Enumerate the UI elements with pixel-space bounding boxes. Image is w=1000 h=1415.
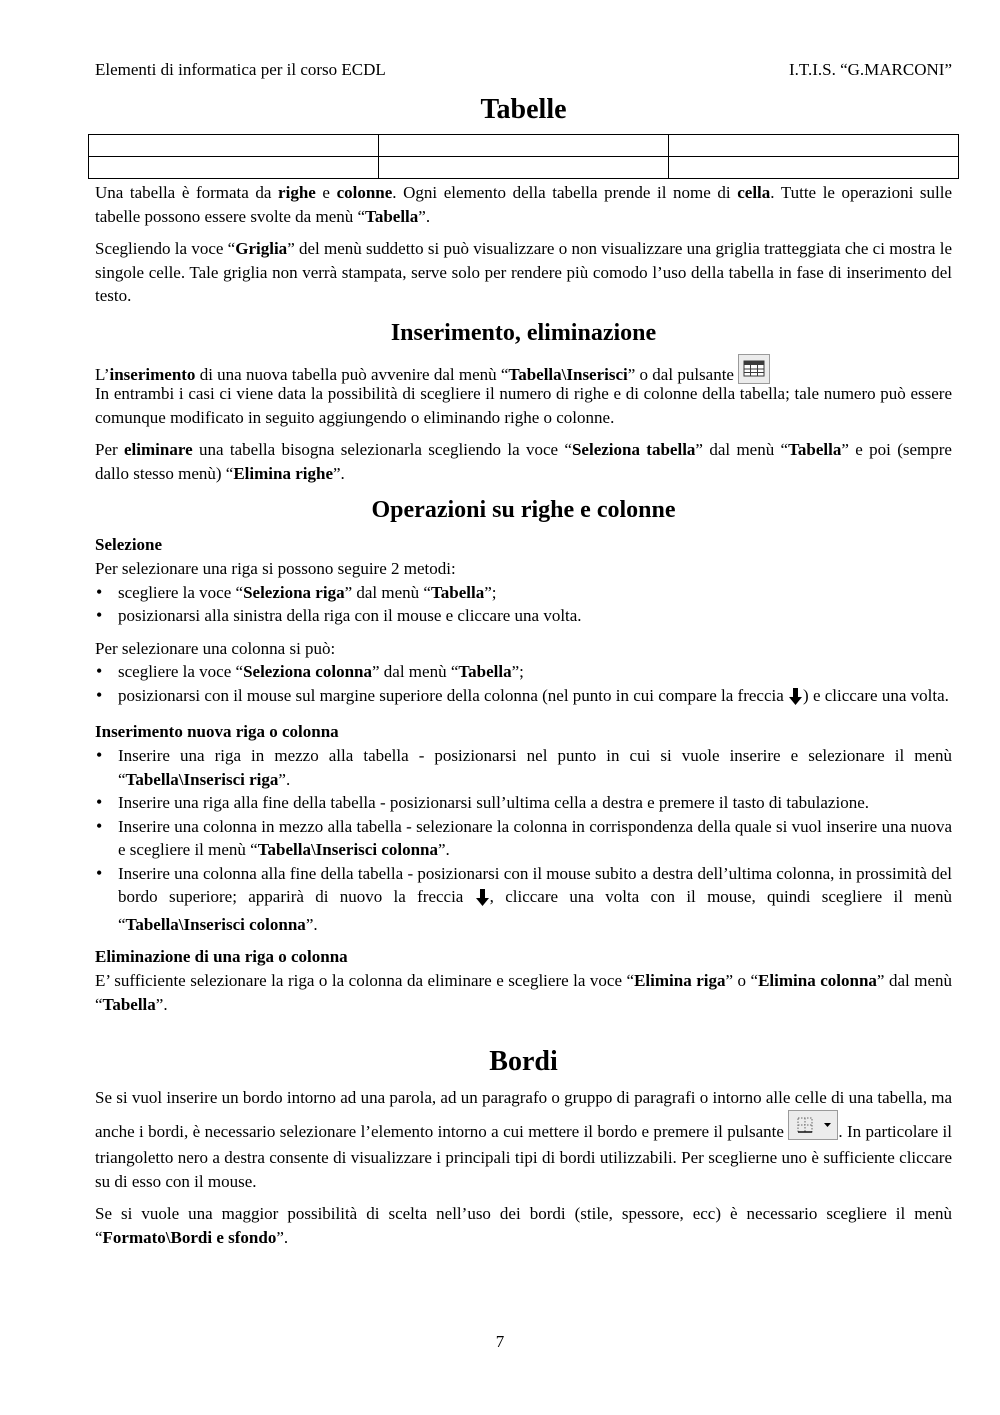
borders-button-icon [788, 1110, 838, 1147]
paragraph-seleziona-colonna: Per selezionare una colonna si può: [95, 638, 336, 658]
paragraph-bordi: Se si vuol inserire un bordo intorno ad una parola, ad un paragrafo o gruppo di paragrafi o intorno alle celle di una tabella, ma anche i bordi, è necessario selezionare l’elemento intorno a cui mettere il bordo e premere il pulsante . In particolare il triangoletto nero a destra consente di visualizzare i principali tipi di bordi utilizzabili. Per sceglierne uno è sufficiente cliccare su di esso con il mouse. [95, 1088, 952, 1191]
heading-operazioni: Operazioni su righe e colonne [371, 497, 676, 523]
table-cell [379, 157, 669, 179]
down-arrow-icon [475, 889, 490, 913]
subheading-selezione: Selezione [95, 535, 163, 554]
list-item: • posizionarsi con il mouse sul margine superiore della colonna (nel punto in cui compare la freccia ) e cliccare una volta. [95, 684, 952, 712]
title-tabelle: Tabelle [480, 94, 567, 125]
paragraph-tabella: Una tabella è formata da righe e colonne. Ogni elemento della tabella prende il nome di cella. Tutte le operazioni sulle tabelle possono essere svolte da menù “Tabella”. [95, 183, 952, 226]
heading-bordi: Bordi [489, 1046, 558, 1077]
down-arrow-icon [788, 688, 803, 712]
list-item: • Inserire una riga in mezzo alla tabella - posizionarsi nel punto in cui si vuole inserire e selezionare il menù “Tabella\Inserisci riga”. [95, 744, 952, 791]
list-seleziona-riga [95, 581, 952, 628]
paragraph-eliminare: Per eliminare una tabella bisogna selezionarla scegliendo la voce “Seleziona tabella” dal menù “Tabella” e poi (sempre dallo stesso menù) “Elimina righe”. [95, 440, 952, 483]
document-page [95, 60, 952, 1249]
list-item: • scegliere la voce “Seleziona colonna” dal menù “Tabella”; [95, 660, 952, 684]
table-cell [89, 157, 379, 179]
heading-inserimento: Inserimento, eliminazione [390, 319, 657, 346]
page-number: 7 [495, 1332, 505, 1351]
paragraph-griglia: Scegliendo la voce “Griglia” del menù suddetto si può visualizzare o non visualizzare una griglia tratteggiata che ci mostra le singole celle. Tale griglia non verrà stampata, serve solo per rendere più comodo l’uso della tabella in fase di inserimento del testo. [95, 239, 952, 305]
sample-table [88, 134, 959, 179]
list-seleziona-colonna [95, 660, 952, 711]
paragraph-formato-bordi: Se si vuole una maggior possibilità di scelta nell’uso dei bordi (stile, spessore, ecc) è necessario scegliere il menù “Formato\Bordi e sfondo”. [95, 1204, 952, 1247]
list-inserimento [95, 744, 952, 936]
table-cell [89, 135, 379, 157]
list-item: • Inserire una colonna in mezzo alla tabella - selezionare la colonna in corrispondenza della quale si vuol inserire una nuova e scegliere il menù “Tabella\Inserisci colonna”. [95, 815, 952, 862]
paragraph-seleziona-riga: Per selezionare una riga si possono seguire 2 metodi: [95, 559, 456, 578]
header-right: I.T.I.S. “G.MARCONI” [788, 60, 952, 79]
list-item: • Inserire una colonna alla fine della tabella - posizionarsi con il mouse subito a destra dell’ultima colonna, in prossimità del bordo superiore; apparirà di nuovo la freccia , cliccare una volta con il mouse, quindi scegliere il menù “Tabella\Inserisci colonna”. [95, 862, 952, 937]
table-cell [669, 157, 959, 179]
subheading-inserimento-riga: Inserimento nuova riga o colonna [95, 722, 339, 741]
list-item: • Inserire una riga alla fine della tabella - posizionarsi sull’ultima cella a destra e premere il tasto di tabulazione. [95, 791, 952, 815]
paragraph-inserimento: L’inserimento di una nuova tabella può avvenire dal menù “Tabella\Inserisci” o dal pulsante [95, 354, 952, 391]
paragraph-eliminazione: E’ sufficiente selezionare la riga o la colonna da eliminare e scegliere la voce “Elimina riga” o “Elimina colonna” dal menù “Tabella”. [95, 971, 952, 1014]
header-left: Elementi di informatica per il corso ECDL [95, 60, 386, 79]
table-cell [669, 135, 959, 157]
subheading-eliminazione: Eliminazione di una riga o colonna [95, 947, 348, 966]
page-header [95, 60, 952, 86]
list-item: • posizionarsi alla sinistra della riga con il mouse e cliccare una volta. [95, 604, 952, 628]
paragraph-righe-colonne: In entrambi i casi ci viene data la possibilità di scegliere il numero di righe e di colonne della tabella; tale numero può essere comunque modificato in seguito aggiungendo o eliminando righe o colonne. [95, 384, 952, 427]
table-cell [379, 135, 669, 157]
list-item: • scegliere la voce “Seleziona riga” dal menù “Tabella”; [95, 581, 952, 605]
